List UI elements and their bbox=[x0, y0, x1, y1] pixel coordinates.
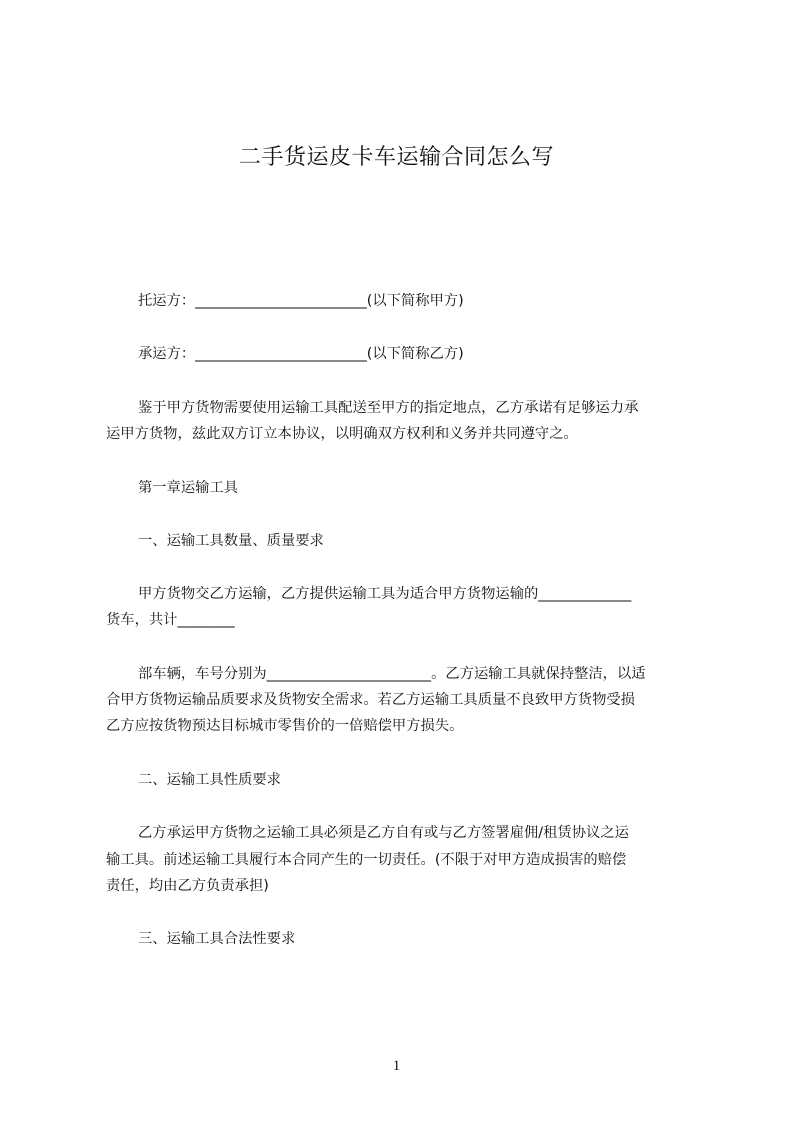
consignor-line: 托运方：________________________(以下简称甲方) bbox=[138, 293, 464, 309]
carrier-line: 承运方：________________________(以下简称乙方) bbox=[138, 346, 464, 362]
chapter-heading: 第一章运输工具 bbox=[138, 480, 239, 496]
intro-paragraph-line-2: 运甲方货物，兹此双方订立本协议，以明确双方权利和义务并共同遵守之。 bbox=[106, 426, 578, 442]
paragraph-2-line-3: 乙方应按货物预达目标城市零售价的一倍赔偿甲方损失。 bbox=[106, 718, 464, 734]
paragraph-1-line-1: 甲方货物交乙方运输，乙方提供运输工具为适合甲方货物运输的_____________ bbox=[138, 586, 632, 602]
section-heading-2: 二、运输工具性质要求 bbox=[138, 772, 281, 788]
paragraph-2-line-2: 合甲方货物运输品质要求及货物安全需求。若乙方运输工具质量不良致甲方货物受损 bbox=[106, 692, 635, 708]
paragraph-2-line-1: 部车辆，车号分别为_______________________。乙方运输工具就保持整洁，以适 bbox=[138, 666, 646, 682]
section-heading-1: 一、运输工具数量、质量要求 bbox=[138, 533, 324, 549]
page-number: 1 bbox=[392, 1058, 401, 1074]
paragraph-1-line-2: 货车，共计________ bbox=[106, 612, 235, 628]
paragraph-3-line-3: 责任，均由乙方负责承担) bbox=[106, 878, 269, 894]
paragraph-3-line-1: 乙方承运甲方货物之运输工具必须是乙方自有或与乙方签署雇佣/租赁协议之运 bbox=[138, 825, 629, 841]
paragraph-3-line-2: 输工具。前述运输工具履行本合同产生的一切责任。(不限于对甲方造成损害的赔偿 bbox=[106, 852, 627, 868]
section-heading-3: 三、运输工具合法性要求 bbox=[138, 931, 296, 947]
intro-paragraph-line-1: 鉴于甲方货物需要使用运输工具配送至甲方的指定地点，乙方承诺有足够运力承 bbox=[138, 400, 639, 416]
document-title: 二手货运皮卡车运输合同怎么写 bbox=[238, 145, 554, 170]
